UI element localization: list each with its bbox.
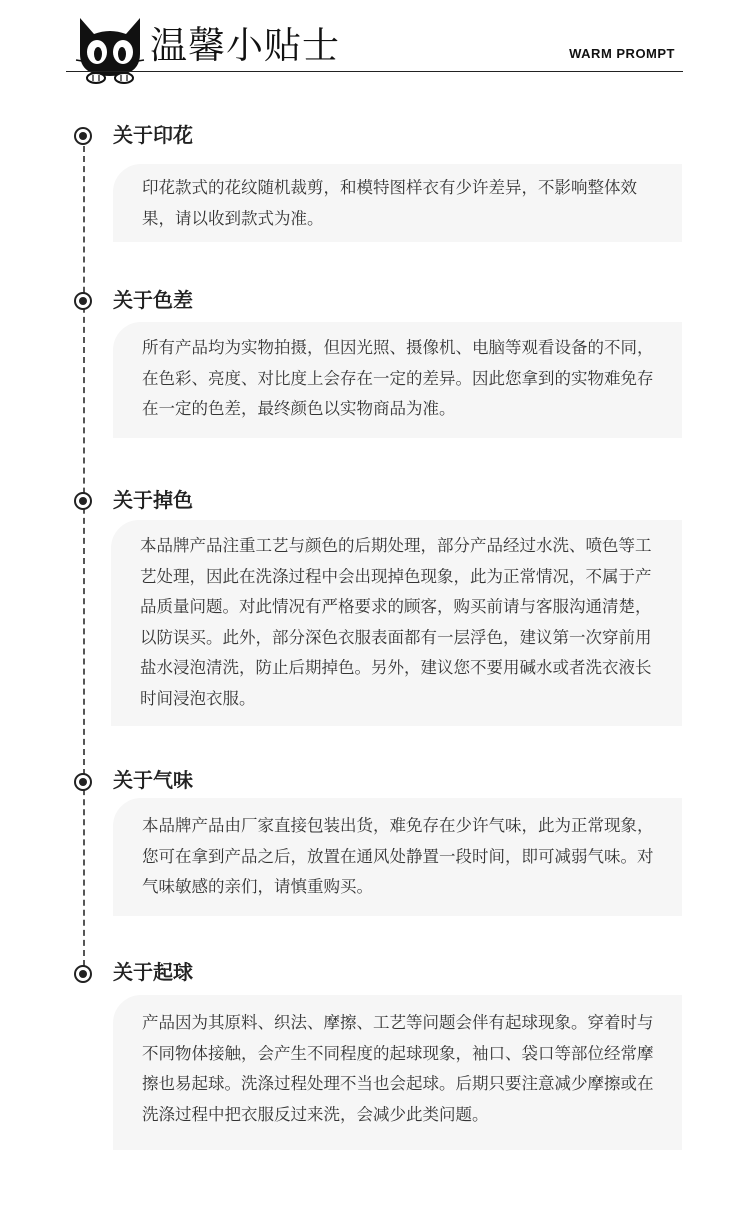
header — [0, 0, 750, 90]
section-body: 印花款式的花纹随机裁剪，和模特图样衣有少许差异，不影响整体效果，请以收到款式为准。 — [113, 164, 682, 242]
section-body: 产品因为其原料、织法、摩擦、工艺等问题会伴有起球现象。穿着时与不同物体接触，会产生不同程度的起球现象，袖口、袋口等部位经常摩擦也易起球。洗涤过程处理不当也会起球。后期只要注意减少摩擦或在洗涤过程中把衣服反过来洗，会减少此类问题。 — [113, 995, 682, 1150]
timeline-dot-icon — [74, 773, 92, 791]
section-title: 关于印花 — [113, 123, 193, 147]
section-title: 关于起球 — [113, 960, 193, 984]
cat-icon — [74, 14, 146, 86]
timeline-dot-icon — [74, 492, 92, 510]
section-body: 所有产品均为实物拍摄，但因光照、摄像机、电脑等观看设备的不同，在色彩、亮度、对比度上会存在一定的差异。因此您拿到的实物难免存在一定的色差，最终颜色以实物商品为准。 — [113, 322, 682, 438]
section-title: 关于掉色 — [113, 488, 193, 512]
header-divider — [66, 71, 683, 72]
section-body: 本品牌产品由厂家直接包装出货，难免存在少许气味，此为正常现象，您可在拿到产品之后，放置在通风处静置一段时间，即可减弱气味。对气味敏感的亲们，请慎重购买。 — [113, 798, 682, 916]
timeline-dot-icon — [74, 965, 92, 983]
timeline-line — [83, 146, 85, 966]
section-title: 关于气味 — [113, 768, 193, 792]
section-body: 本品牌产品注重工艺与颜色的后期处理，部分产品经过水洗、喷色等工艺处理，因此在洗涤过程中会出现掉色现象，此为正常情况，不属于产品质量问题。对此情况有严格要求的顾客，购买前请与客服沟通清楚，以防误买。此外，部分深色衣服表面都有一层浮色，建议第一次穿前用盐水浸泡清洗，防止后期掉色。另外，建议您不要用碱水或者洗衣液长时间浸泡衣服。 — [111, 520, 682, 726]
page-subtitle: WARM PROMPT — [569, 46, 675, 61]
section-title: 关于色差 — [113, 288, 193, 312]
timeline-dot-icon — [74, 292, 92, 310]
page-title: 温馨小贴士 — [150, 24, 340, 67]
timeline-dot-icon — [74, 127, 92, 145]
